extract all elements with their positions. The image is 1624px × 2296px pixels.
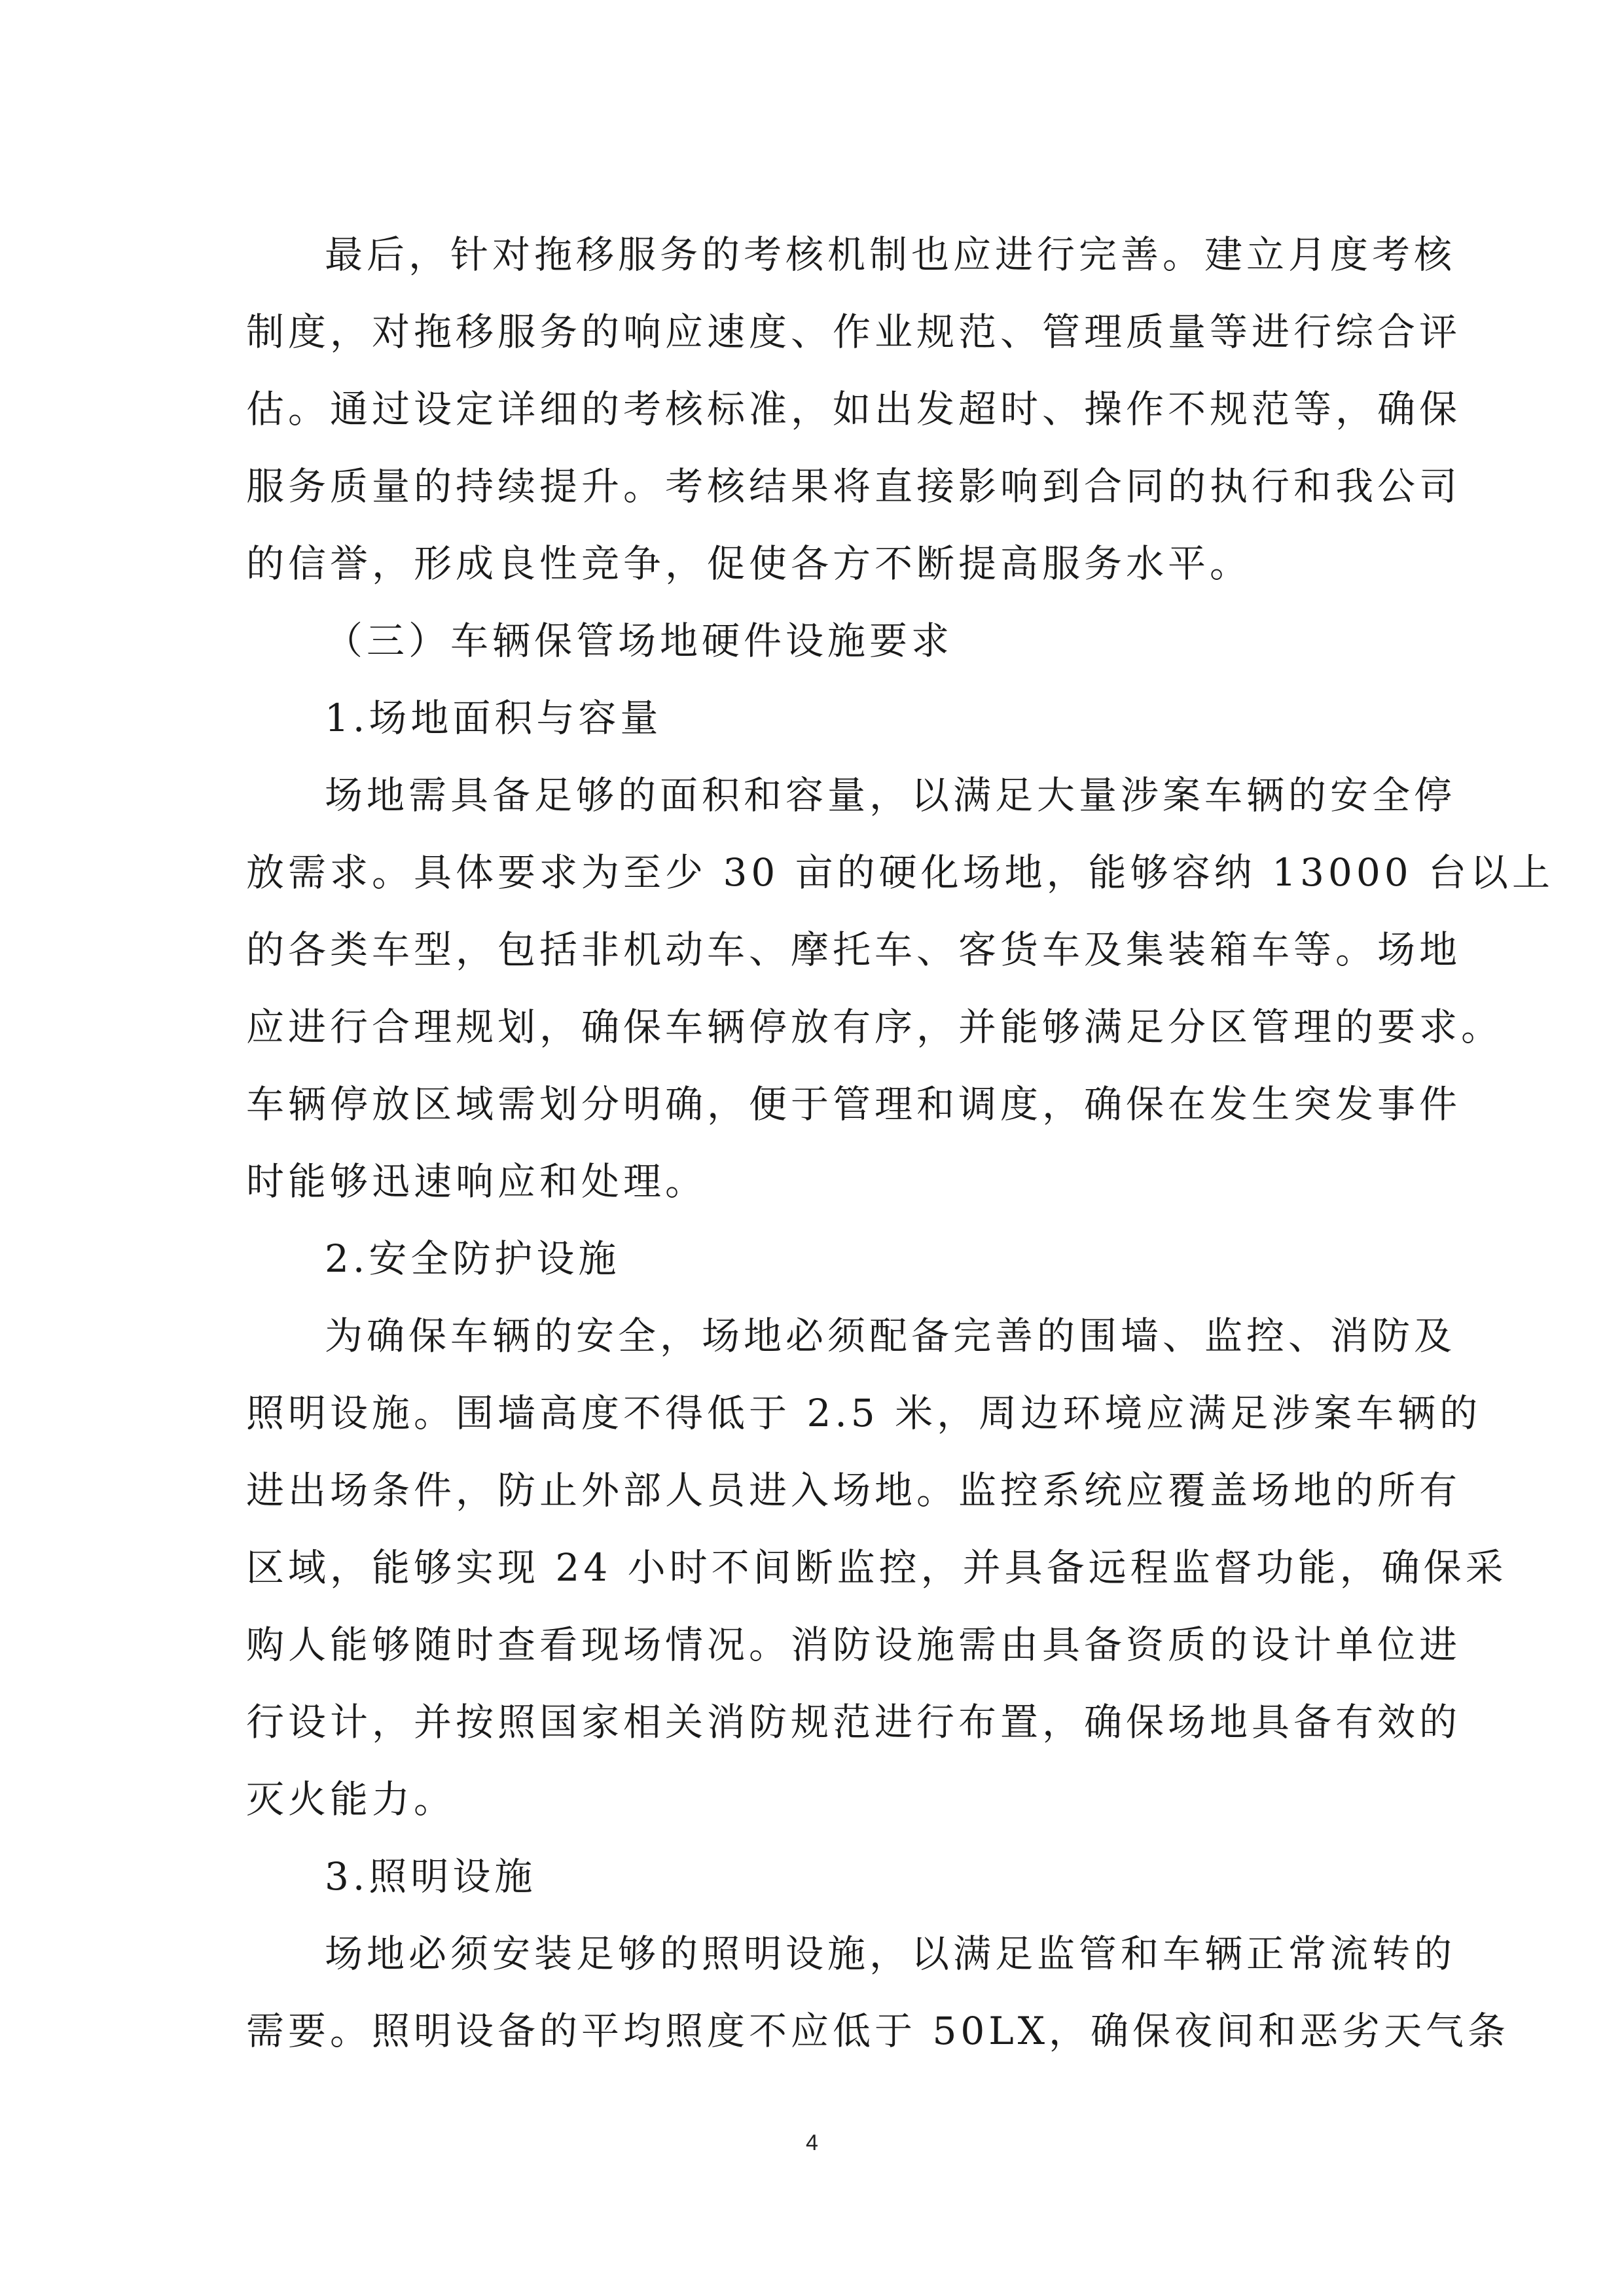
paragraph-line: 最后，针对拖移服务的考核机制也应进行完善。建立月度考核 [325, 232, 1456, 277]
paragraph-line: 制度，对拖移服务的响应速度、作业规范、管理质量等进行综合评 [246, 310, 1462, 354]
paragraph-line: 进出场条件，防止外部人员进入场地。监控系统应覆盖场地的所有 [246, 1468, 1462, 1513]
paragraph-line: 估。通过设定详细的考核标准，如出发超时、操作不规范等，确保 [246, 387, 1462, 431]
document-body [246, 216, 1555, 2070]
paragraph-line: 的各类车型，包括非机动车、摩托车、客货车及集装箱车等。场地 [246, 927, 1462, 972]
paragraph-line: 服务质量的持续提升。考核结果将直接影响到合同的执行和我公司 [246, 464, 1462, 509]
paragraph-line: 灭火能力。 [246, 1777, 456, 1821]
section-heading: （三）车辆保管场地硬件设施要求 [325, 619, 954, 663]
paragraph-line: 需要。照明设备的平均照度不应低于 50LX，确保夜间和恶劣天气条 [246, 2009, 1510, 2053]
subsection-heading: 2.安全防护设施 [325, 1236, 621, 1281]
paragraph-line: 行设计，并按照国家相关消防规范进行布置，确保场地具备有效的 [246, 1700, 1462, 1744]
paragraph-line: 时能够迅速响应和处理。 [246, 1159, 708, 1204]
paragraph-line: 应进行合理规划，确保车辆停放有序，并能够满足分区管理的要求。 [246, 1005, 1504, 1049]
paragraph-line: 照明设施。围墙高度不得低于 2.5 米，周边环境应满足涉案车辆的 [246, 1391, 1482, 1435]
paragraph-line: 车辆停放区域需划分明确，便于管理和调度，确保在发生突发事件 [246, 1082, 1462, 1126]
page-number: 4 [806, 2130, 818, 2155]
paragraph-line: 区域，能够实现 24 小时不间断监控，并具备远程监督功能，确保采 [246, 1545, 1507, 1590]
paragraph-line: 的信誉，形成良性竞争，促使各方不断提高服务水平。 [246, 541, 1252, 586]
paragraph-line: 购人能够随时查看现场情况。消防设施需由具备资质的设计单位进 [246, 1623, 1462, 1667]
paragraph-line: 场地必须安装足够的照明设施，以满足监管和车辆正常流转的 [325, 1931, 1456, 1976]
paragraph-line: 场地需具备足够的面积和容量，以满足大量涉案车辆的安全停 [325, 773, 1456, 817]
subsection-heading: 3.照明设施 [325, 1854, 537, 1899]
paragraph-line: 为确保车辆的安全，场地必须配备完善的围墙、监控、消防及 [325, 1314, 1456, 1358]
paragraph-line: 放需求。具体要求为至少 30 亩的硬化场地，能够容纳 13000 台以上 [246, 850, 1555, 895]
subsection-heading: 1.场地面积与容量 [325, 696, 662, 740]
